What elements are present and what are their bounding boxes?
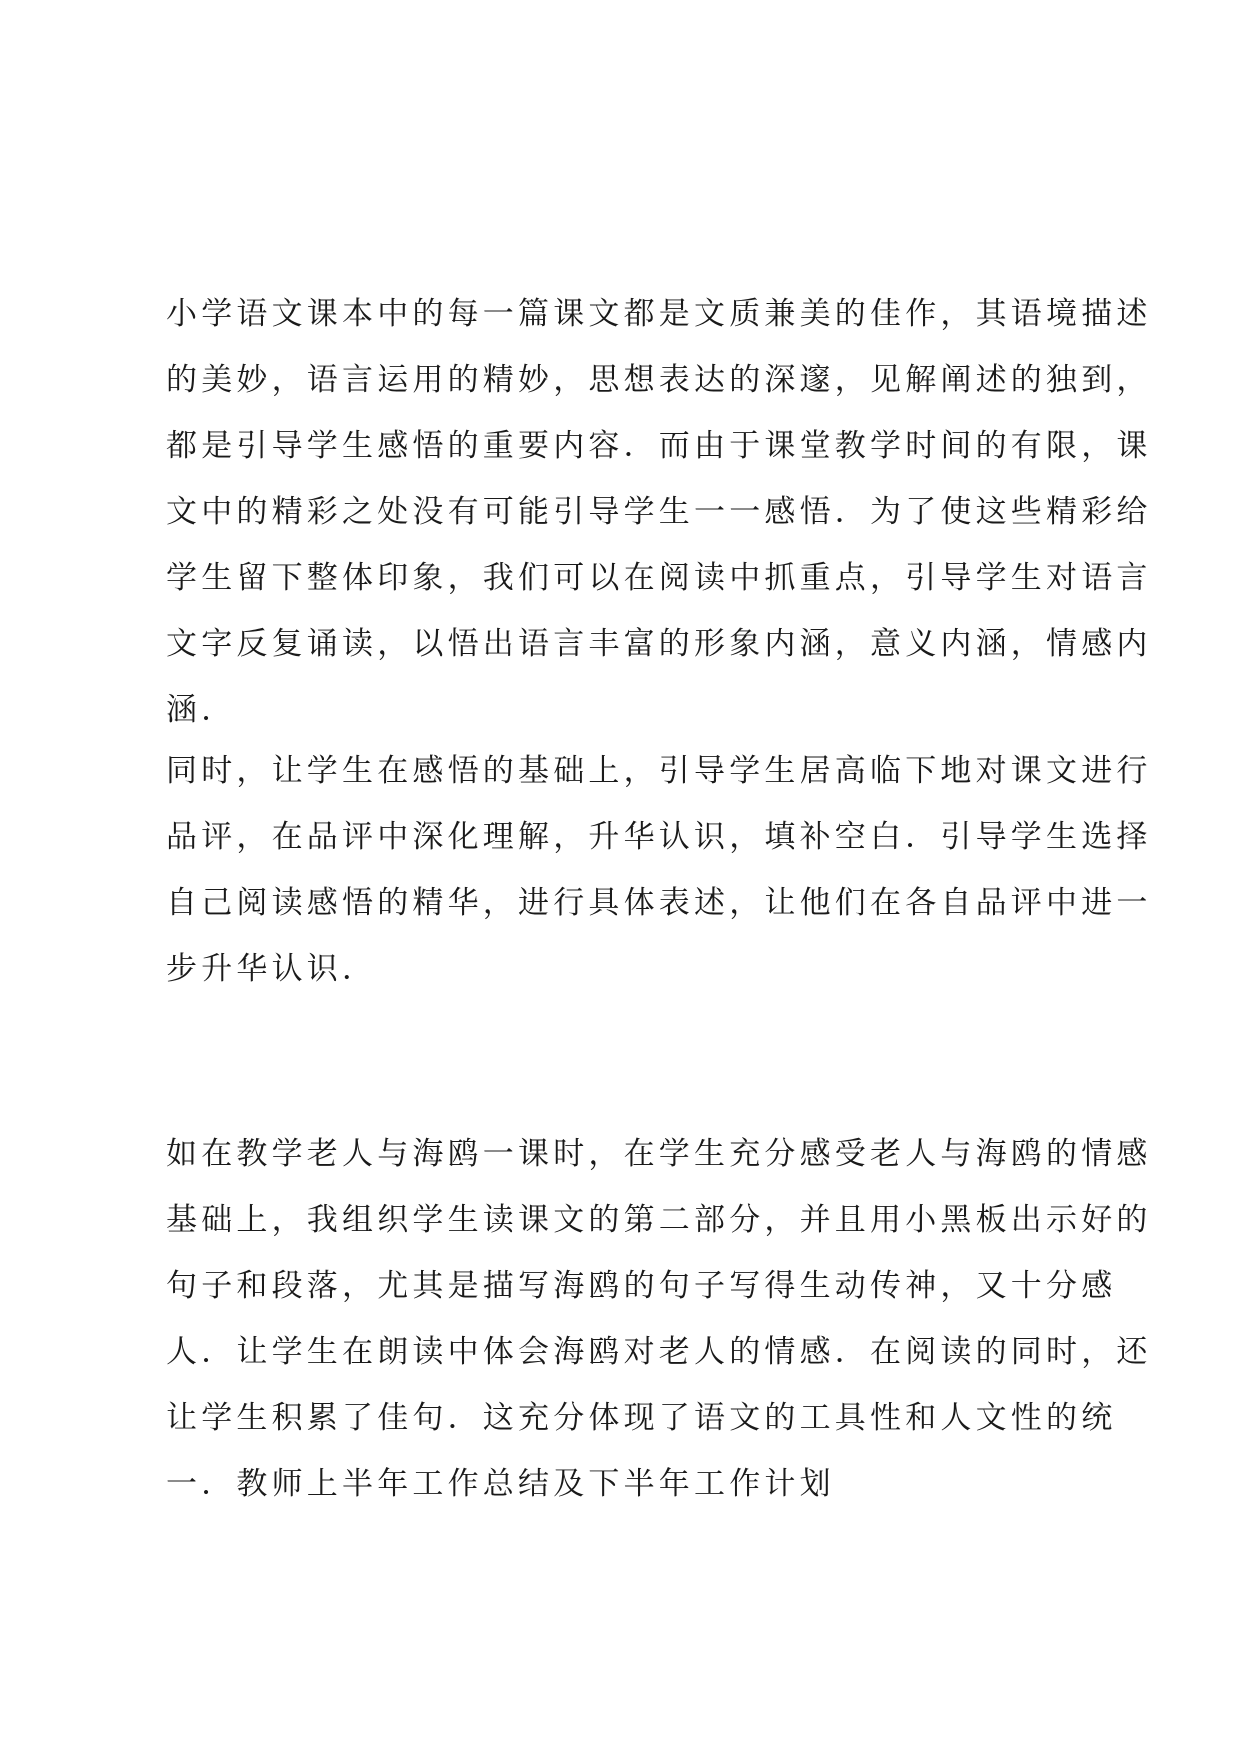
text-line: 基础上，我组织学生读课文的第二部分，并且用小黑板出示好的 — [166, 1202, 1152, 1238]
text-line: 都是引导学生感悟的重要内容．而由于课堂教学时间的有限，课 — [166, 428, 1152, 464]
text-line: 句子和段落，尤其是描写海鸥的句子写得生动传神，又十分感 — [166, 1268, 1117, 1304]
paragraph-2 — [166, 738, 1152, 1002]
paragraph-1 — [166, 281, 1152, 743]
text-line: 步升华认识． — [166, 951, 378, 987]
paragraph-3 — [166, 1121, 1152, 1517]
text-line: 文字反复诵读，以悟出语言丰富的形象内涵，意义内涵，情感内 — [166, 626, 1152, 662]
text-line: 涵． — [166, 692, 237, 728]
text-line: 学生留下整体印象，我们可以在阅读中抓重点，引导学生对语言 — [166, 560, 1152, 596]
text-line: 小学语文课本中的每一篇课文都是文质兼美的佳作，其语境描述 — [166, 296, 1152, 332]
text-line: 品评，在品评中深化理解，升华认识，填补空白．引导学生选择 — [166, 819, 1152, 855]
text-line: 同时，让学生在感悟的基础上，引导学生居高临下地对课文进行 — [166, 753, 1152, 789]
text-line: 一．教师上半年工作总结及下半年工作计划 — [166, 1466, 835, 1502]
text-line: 让学生积累了佳句．这充分体现了语文的工具性和人文性的统 — [166, 1400, 1117, 1436]
text-line: 如在教学老人与海鸥一课时，在学生充分感受老人与海鸥的情感 — [166, 1136, 1152, 1172]
text-line: 人．让学生在朗读中体会海鸥对老人的情感．在阅读的同时，还 — [166, 1334, 1152, 1370]
text-line: 自己阅读感悟的精华，进行具体表述，让他们在各自品评中进一 — [166, 885, 1152, 921]
text-line: 文中的精彩之处没有可能引导学生一一感悟．为了使这些精彩给 — [166, 494, 1152, 530]
text-line: 的美妙，语言运用的精妙，思想表达的深邃，见解阐述的独到， — [166, 362, 1152, 398]
